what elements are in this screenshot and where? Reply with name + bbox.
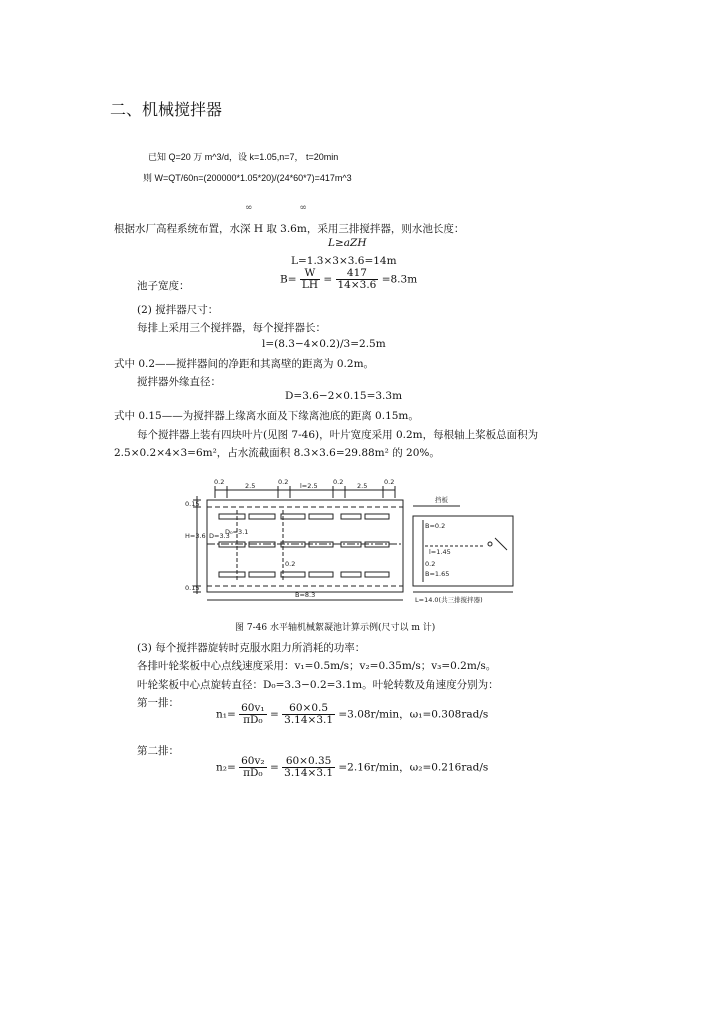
n2-f1-den: πD₀ bbox=[243, 767, 263, 780]
width-label: 池子宽度： bbox=[137, 280, 190, 292]
n2-result: =2.16r/min，ω₂=0.216rad/s bbox=[338, 761, 489, 774]
note-0-15: 式中 0.15——为搅拌器上缘离水面及下缘离池底的距离 0.15m。 bbox=[114, 410, 419, 422]
dim-right-0: 挡板 bbox=[435, 496, 448, 504]
dim-top-4: 0.2 bbox=[333, 478, 344, 486]
n2-lhs: n₂= bbox=[216, 761, 236, 774]
width-frac1-num: W bbox=[300, 268, 320, 280]
width-result: =8.3m bbox=[381, 273, 418, 286]
n1-eq: = bbox=[269, 708, 279, 721]
n1-f2-num: 60×0.5 bbox=[282, 703, 335, 715]
n1-f2-den: 3.14×3.1 bbox=[284, 714, 334, 727]
width-frac2-num: 417 bbox=[336, 268, 379, 280]
item-3-line-2: 叶轮桨板中心点旋转直径：D₀=3.3−0.2=3.1m。叶轮转数及角速度分别为： bbox=[137, 679, 499, 691]
item-2-text: 每排上采用三个搅拌器，每个搅拌器长： bbox=[137, 322, 326, 334]
dim-left-1: H=3.6 bbox=[185, 532, 206, 540]
dim-top-5: 2.5 bbox=[357, 482, 368, 490]
dim-left-0: 0.15 bbox=[185, 500, 200, 508]
para-blades-2: 2.5×0.2×4×3=6m²，占水流截面积 8.3×3.6=29.88m² 的 20%。 bbox=[114, 447, 440, 459]
dim-top-6: 0.2 bbox=[384, 478, 395, 486]
row-1-label: 第一排： bbox=[137, 697, 179, 709]
para-length: 根据水厂高程系统布置，水深 H 取 3.6m，采用三排搅拌器，则水池长度： bbox=[114, 223, 465, 235]
formula-n1 bbox=[216, 703, 488, 726]
item-2-heading: (2) 搅拌器尺寸： bbox=[137, 304, 219, 316]
given-line: 已知 Q=20 万 m^3/d，设 k=1.05,n=7， t=20min bbox=[148, 152, 339, 162]
n2-fraction-1 bbox=[239, 756, 267, 779]
n1-fraction-1 bbox=[239, 703, 267, 726]
width-b: B= bbox=[280, 273, 297, 286]
n2-f2-den: 3.14×3.1 bbox=[284, 767, 334, 780]
dim-right-3: 0.2 bbox=[425, 560, 436, 568]
dim-right-2: l=1.45 bbox=[429, 548, 451, 556]
figure-caption: 图 7-46 水平轴机械絮凝池计算示例(尺寸以 m 计) bbox=[235, 623, 436, 633]
dim-mid-0: D₀=3.1 bbox=[225, 528, 249, 536]
n1-f1-num: 60v₁ bbox=[241, 702, 265, 714]
n2-f1-num: 60v₂ bbox=[241, 755, 265, 767]
width-fraction-1 bbox=[300, 268, 320, 291]
n1-f1-den: πD₀ bbox=[243, 714, 263, 727]
para-blades-1: 每个搅拌器上装有四块叶片(见图 7-46)，叶片宽度采用 0.2m，每根轴上桨板总面积为 bbox=[137, 429, 539, 441]
n1-fraction-2 bbox=[282, 703, 335, 726]
dim-right-4: B=1.65 bbox=[425, 570, 450, 578]
formula-blade-length: l=(8.3−4×0.2)/3=2.5m bbox=[262, 338, 386, 350]
n2-f2-num: 60×0.35 bbox=[282, 756, 335, 768]
item-3-heading: (3) 每个搅拌器旋转时克服水阻力所消耗的功率： bbox=[137, 642, 366, 654]
width-frac1-den: LH bbox=[301, 279, 318, 292]
section-title: 二、机械搅拌器 bbox=[110, 102, 223, 119]
dim-top-3: l=2.5 bbox=[300, 482, 318, 490]
dim-mid-1: 0.2 bbox=[285, 560, 296, 568]
volume-line: 则 W=QT/60n=(200000*1.05*20)/(24*60*7)=417m^3 bbox=[143, 173, 352, 183]
formula-diameter: D=3.6−2×0.15=3.3m bbox=[285, 390, 403, 402]
figure-7-46 bbox=[185, 476, 525, 606]
dim-right-bottom: L=14.0(共三排搅拌器) bbox=[415, 596, 483, 604]
stray-marks: ∞ ∞ bbox=[245, 203, 329, 213]
formula-n2 bbox=[216, 756, 488, 779]
n1-result: =3.08r/min，ω₁=0.308rad/s bbox=[338, 708, 489, 721]
n2-eq: = bbox=[269, 761, 279, 774]
formula-width bbox=[280, 268, 417, 291]
dim-top-0: 0.2 bbox=[214, 478, 225, 486]
item-3-line-1: 各排叶轮桨板中心点线速度采用：v₁=0.5m/s；v₂=0.35m/s；v₃=0.2m/s。 bbox=[137, 660, 497, 672]
width-fraction-2 bbox=[336, 268, 379, 291]
dim-right-1: B=0.2 bbox=[425, 522, 446, 530]
dim-left-2: D=3.3 bbox=[209, 532, 230, 540]
row-2-label: 第二排： bbox=[137, 745, 179, 757]
width-frac2-den: 14×3.6 bbox=[337, 279, 377, 292]
width-eq: = bbox=[323, 273, 333, 286]
formula-l-min: L≥aZH bbox=[328, 237, 367, 249]
formula-l-value: L=1.3×3×3.6=14m bbox=[291, 255, 397, 267]
outer-diameter-label: 搅拌器外缘直径： bbox=[137, 376, 221, 388]
dim-bottom: B=8.3 bbox=[295, 591, 316, 599]
dim-top-1: 2.5 bbox=[245, 482, 256, 490]
note-0-2: 式中 0.2——搅拌器间的净距和其离壁的距离为 0.2m。 bbox=[114, 358, 375, 370]
n2-fraction-2 bbox=[282, 756, 335, 779]
dim-top-2: 0.2 bbox=[278, 478, 289, 486]
n1-lhs: n₁= bbox=[216, 708, 236, 721]
dim-left-3: 0.15 bbox=[185, 584, 200, 592]
